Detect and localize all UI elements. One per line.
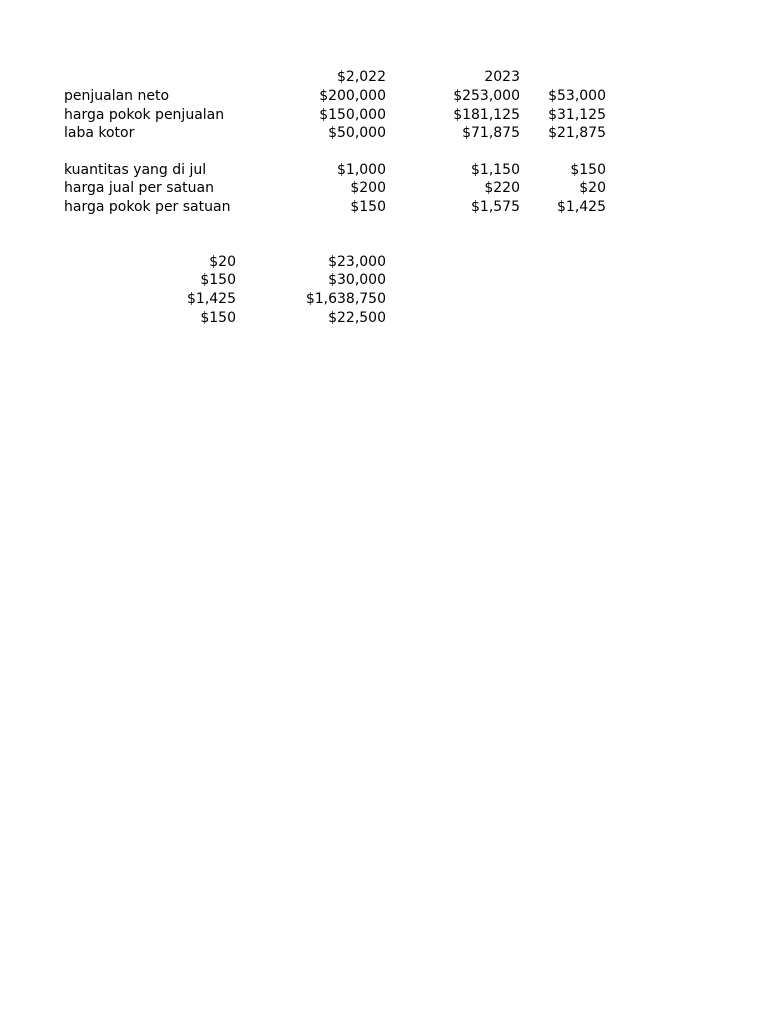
calc-cell-left: $20 <box>209 254 236 270</box>
calc-cell-right: $1,638,750 <box>305 291 386 307</box>
cell-2023: $220 <box>484 180 520 196</box>
calc-row <box>0 290 768 308</box>
calc-cell-left: $150 <box>200 272 236 288</box>
calc-row <box>0 309 768 327</box>
cell-2022: $1,000 <box>337 162 386 178</box>
calc-row <box>0 253 768 271</box>
cell-2022: $200 <box>350 180 386 196</box>
header-year-2022: $2,022 <box>337 69 386 85</box>
cell-2023: $1,575 <box>471 199 520 215</box>
cell-difference: $31,125 <box>548 107 606 123</box>
calc-row <box>0 271 768 289</box>
cell-2023: $253,000 <box>453 88 520 104</box>
row-label: harga pokok per satuan <box>64 199 231 215</box>
cell-difference: $21,875 <box>548 125 606 141</box>
calc-cell-right: $30,000 <box>328 272 386 288</box>
row-harga-pokok-penjualan <box>0 106 768 124</box>
cell-2022: $150,000 <box>319 107 386 123</box>
cell-2023: $1,150 <box>471 162 520 178</box>
row-label: harga pokok penjualan <box>64 107 225 123</box>
calc-cell-right: $22,500 <box>328 310 386 326</box>
header-row <box>0 68 768 86</box>
header-year-2023: 2023 <box>484 69 520 85</box>
row-kuantitas <box>0 161 768 179</box>
cell-difference: $20 <box>579 180 606 196</box>
cell-2023: $181,125 <box>453 107 520 123</box>
calc-cell-left: $150 <box>200 310 236 326</box>
row-label: harga jual per satuan <box>64 180 214 196</box>
cell-2022: $200,000 <box>319 88 386 104</box>
cell-2023: $71,875 <box>462 125 520 141</box>
cell-2022: $50,000 <box>328 125 386 141</box>
row-label: laba kotor <box>64 125 135 141</box>
cell-difference: $53,000 <box>548 88 606 104</box>
cell-2022: $150 <box>350 199 386 215</box>
row-laba-kotor <box>0 124 768 142</box>
cell-difference: $150 <box>570 162 606 178</box>
row-penjualan-neto <box>0 87 768 105</box>
row-label: kuantitas yang di jul <box>64 162 207 178</box>
cell-difference: $1,425 <box>557 199 606 215</box>
calc-cell-right: $23,000 <box>328 254 386 270</box>
row-harga-jual-per-satuan <box>0 179 768 197</box>
row-label: penjualan neto <box>64 88 170 104</box>
row-harga-pokok-per-satuan <box>0 198 768 216</box>
calc-cell-left: $1,425 <box>187 291 236 307</box>
